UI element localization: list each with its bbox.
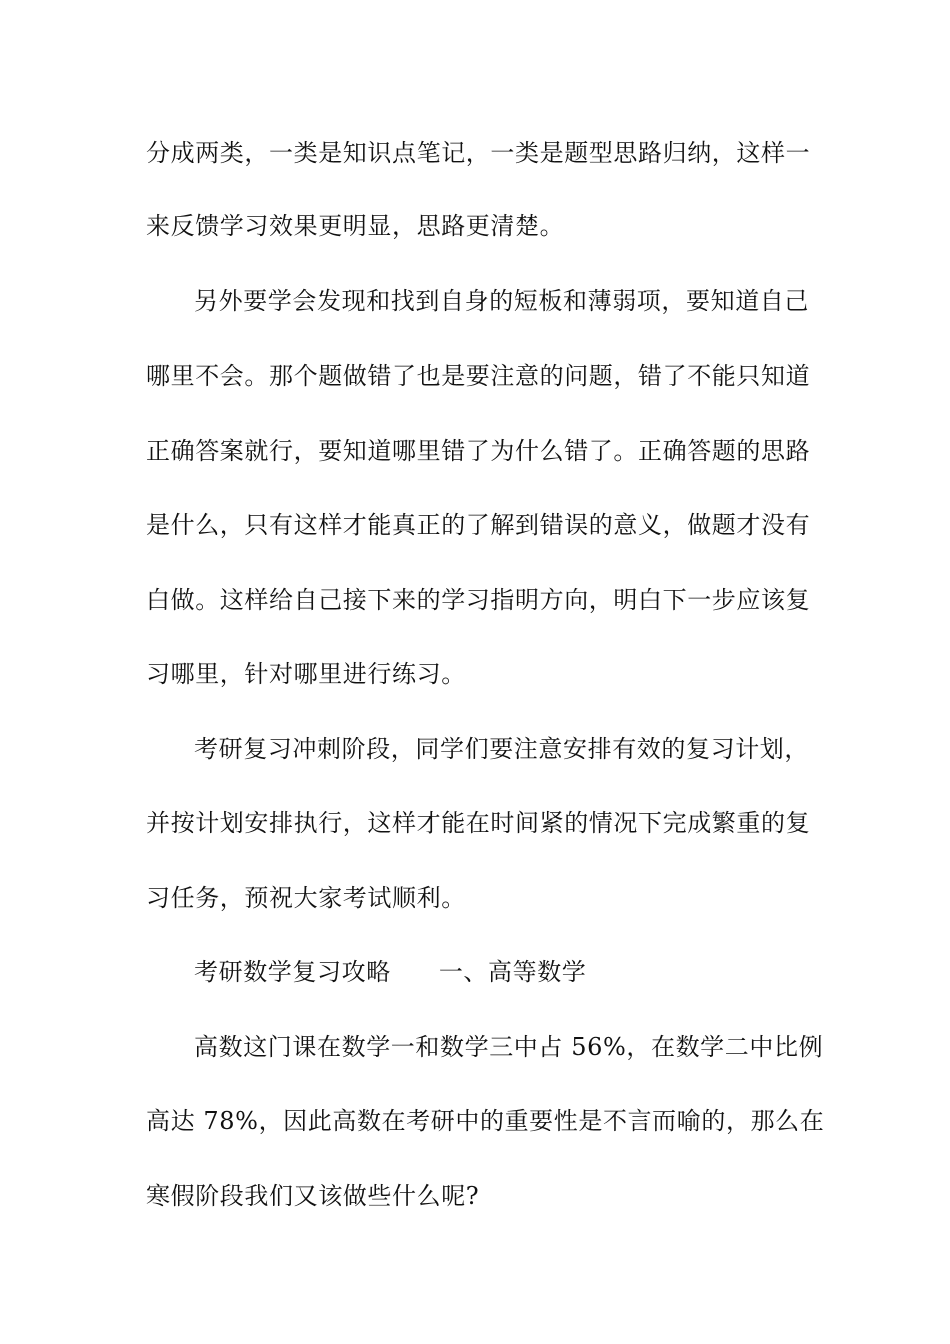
text-line: 高数这门课在数学一和数学三中占 56%，在数学二中比例: [194, 1033, 824, 1061]
text-line: 是什么，只有这样才能真正的了解到错误的意义，做题才没有: [146, 511, 811, 539]
text-line: 寒假阶段我们又该做些什么呢?: [146, 1182, 480, 1210]
text-line: 哪里不会。那个题做错了也是要注意的问题，错了不能只知道: [146, 362, 811, 390]
text-line: 习哪里，针对哪里进行练习。: [146, 660, 466, 688]
text-line: 另外要学会发现和找到自身的短板和薄弱项，要知道自己: [194, 287, 809, 315]
text-line: 考研复习冲刺阶段，同学们要注意安排有效的复习计划，: [194, 735, 809, 763]
text-line: 并按计划安排执行，这样才能在时间紧的情况下完成繁重的复: [146, 809, 811, 837]
text-line: 来反馈学习效果更明显，思路更清楚。: [146, 212, 565, 240]
section-heading: [194, 957, 586, 987]
heading-subtitle: 一、高等数学: [438, 958, 587, 986]
text-line: 高达 78%，因此高数在考研中的重要性是不言而喻的，那么在: [146, 1107, 825, 1135]
heading-title: 考研数学复习攻略: [194, 958, 391, 986]
text-line: 分成两类，一类是知识点笔记，一类是题型思路归纳，这样一: [146, 139, 811, 167]
text-line: 习任务，预祝大家考试顺利。: [146, 884, 466, 912]
text-line: 正确答案就行，要知道哪里错了为什么错了。正确答题的思路: [146, 437, 811, 465]
text-line: 白做。这样给自己接下来的学习指明方向，明白下一步应该复: [146, 586, 811, 614]
